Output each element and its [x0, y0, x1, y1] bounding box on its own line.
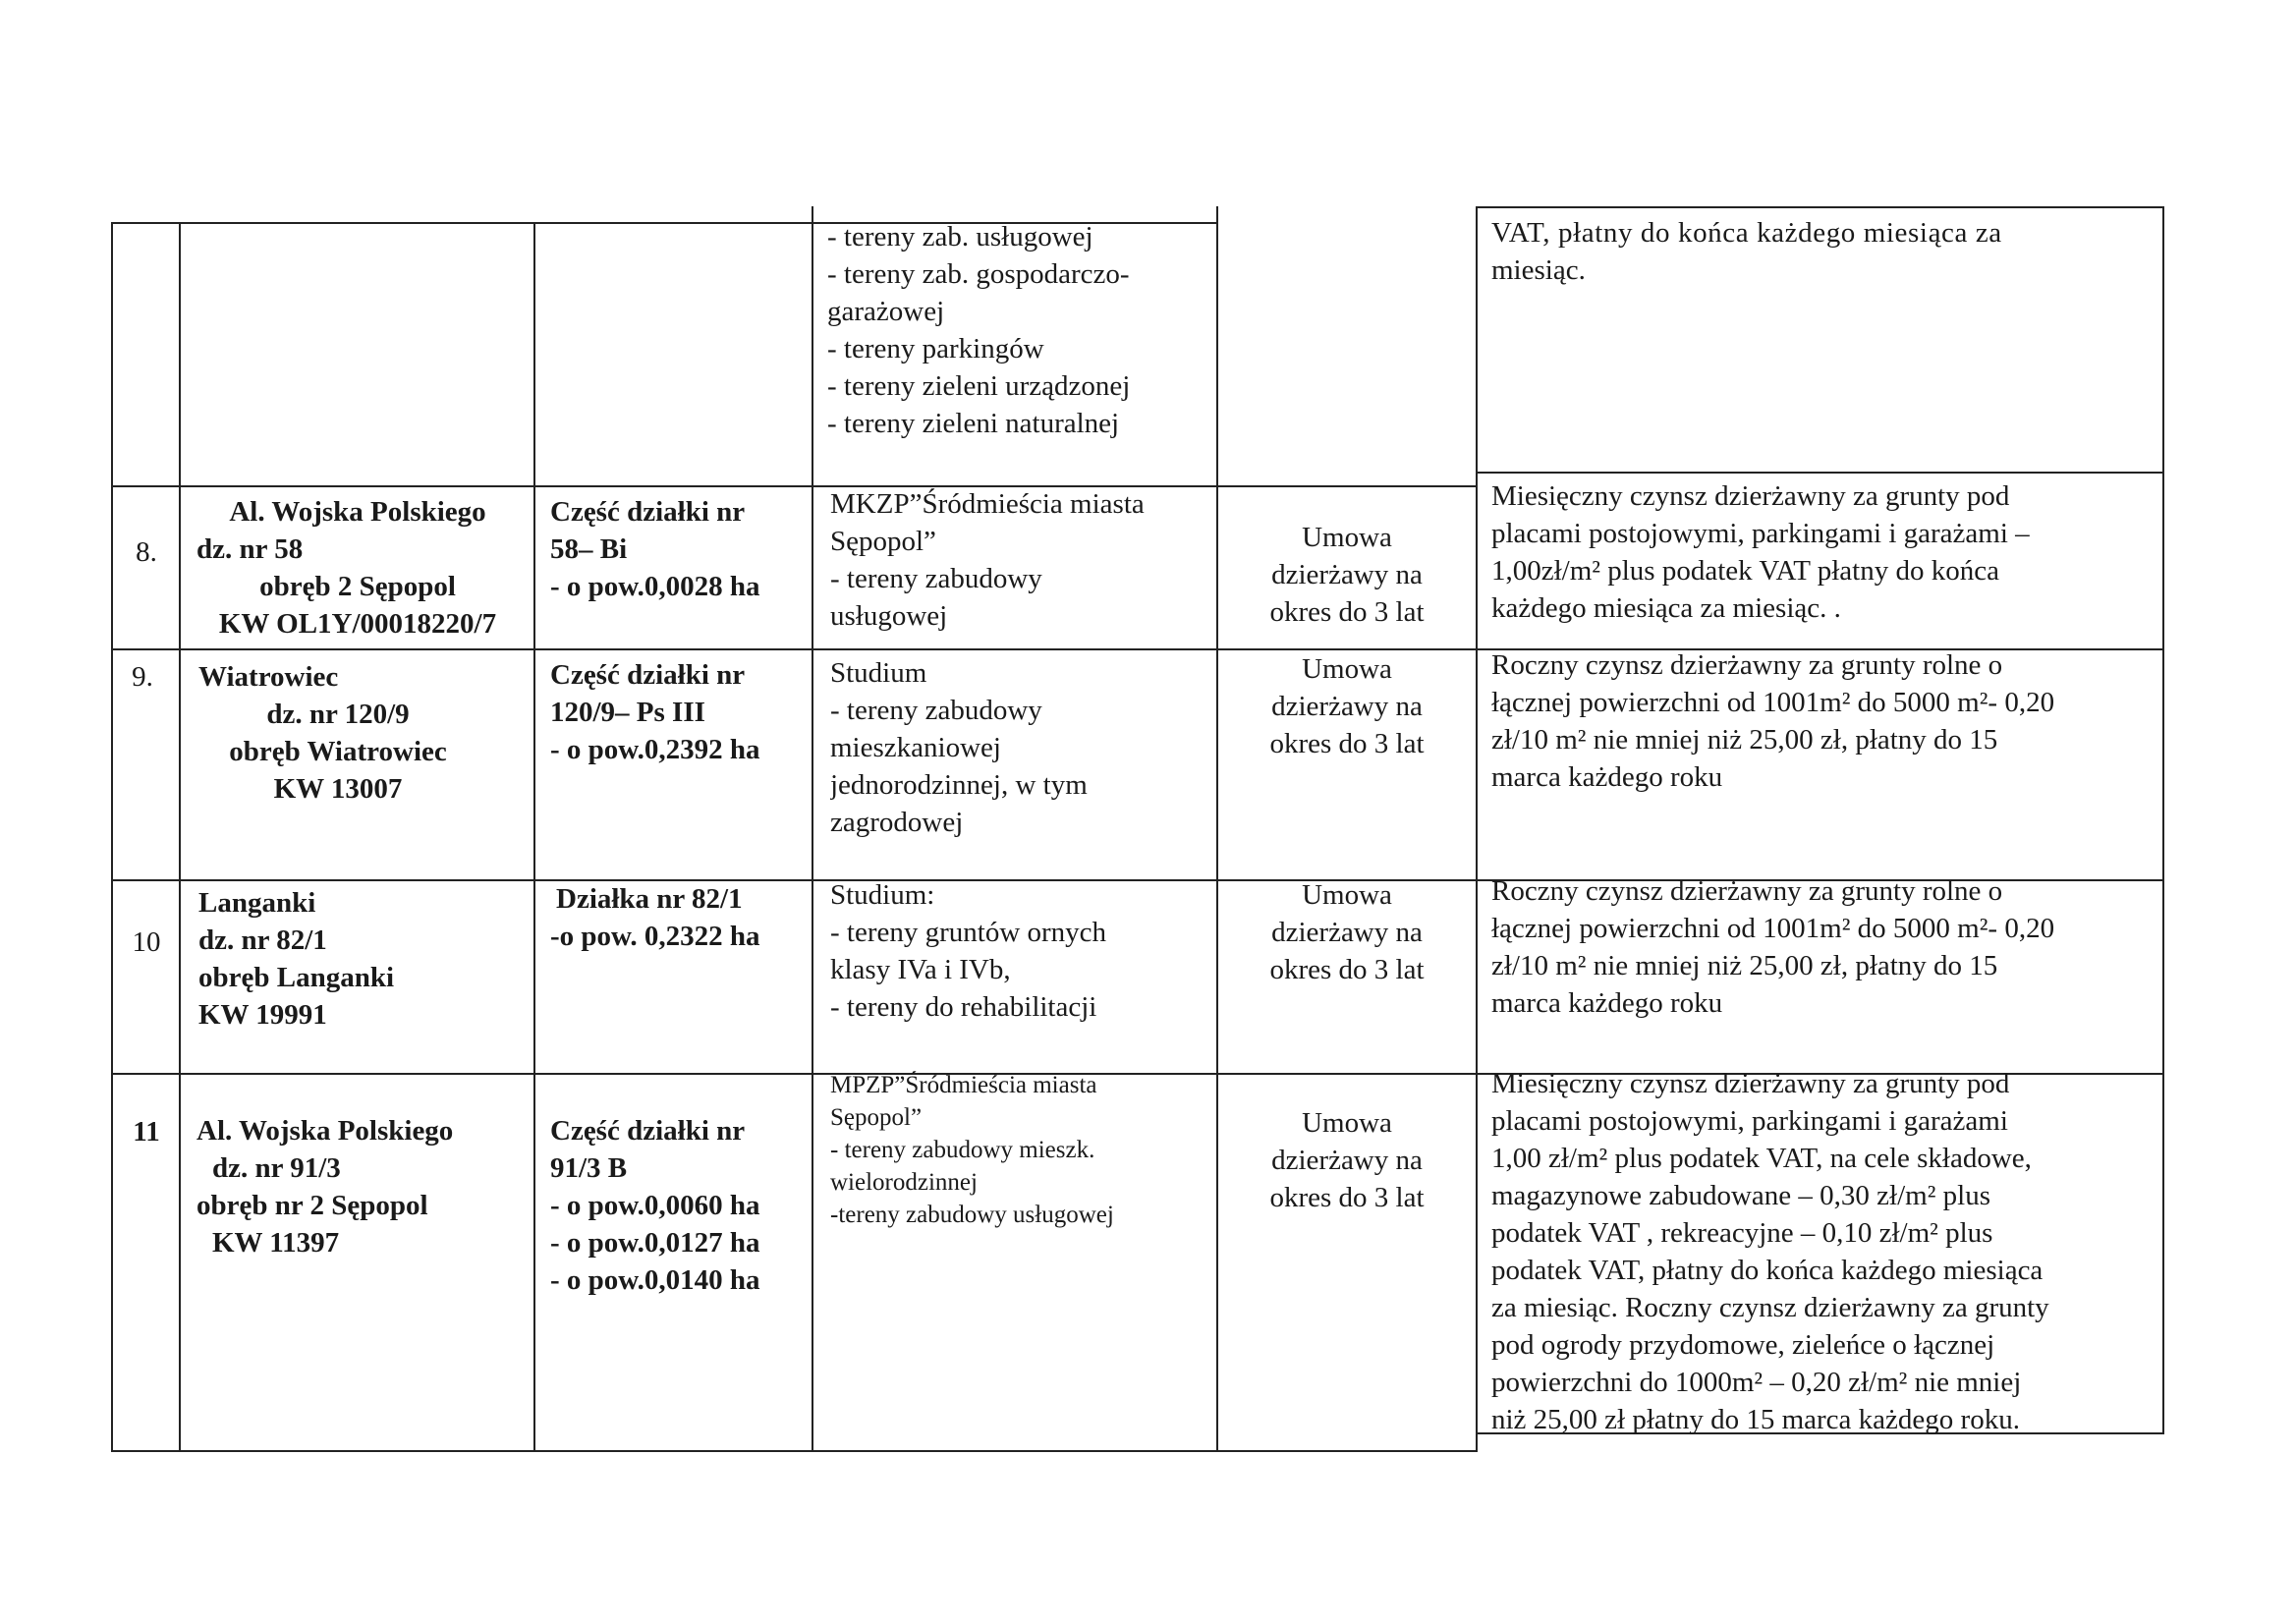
- row0-plan-line: garażowej: [827, 296, 945, 327]
- row10-location-cell: [198, 884, 523, 1034]
- row11-parcel-line: - o pow.0,0060 ha: [550, 1190, 760, 1221]
- row11-form-line: Umowa: [1302, 1107, 1392, 1139]
- row9-plan-cell: [830, 654, 1213, 841]
- row9-rent-line: marca każdego roku: [1491, 761, 1723, 793]
- row11-rent-line: podatek VAT , rekreacyjne – 0,10 zł/m² plus: [1491, 1217, 1993, 1249]
- table-border-top-right: [1476, 206, 2164, 208]
- row0-plan-cell: [827, 218, 1210, 442]
- row10-form-line: Umowa: [1302, 879, 1392, 911]
- row11-plan-cell: [830, 1069, 1213, 1231]
- row0-rent-cell: [1491, 214, 2152, 289]
- row10-location-line: Langanki: [198, 887, 316, 919]
- row10-plan-line: - tereny gruntów ornych: [830, 917, 1107, 948]
- row10-plan-cell: [830, 876, 1213, 1026]
- row11-plan-line: Sępopol”: [830, 1104, 923, 1131]
- row8-location-line: dz. nr 58: [196, 533, 304, 565]
- row11-plan-line: - tereny zabudowy mieszk.: [830, 1137, 1095, 1163]
- row11-parcel-line: - o pow.0,0127 ha: [550, 1227, 760, 1259]
- row10-parcel-cell: [550, 880, 808, 955]
- col-border-left: [111, 222, 113, 1452]
- row11-rent-line: magazynowe zabudowane – 0,30 zł/m² plus: [1491, 1180, 1990, 1211]
- row11-form-line: okres do 3 lat: [1269, 1182, 1425, 1213]
- col-border-2: [533, 222, 535, 1452]
- row10-plan-line: klasy IVa i IVb,: [830, 954, 1011, 985]
- row9-parcel-cell: [550, 656, 808, 768]
- row9-form-cell: [1222, 650, 1472, 762]
- row11-location-cell: [196, 1112, 531, 1261]
- row9-parcel-line: - o pow.0,2392 ha: [550, 734, 760, 765]
- row8-form-line: Umowa: [1302, 522, 1392, 553]
- row11-form-line: dzierżawy na: [1271, 1145, 1423, 1176]
- row11-plan-line: MPZP”Śródmieścia miasta: [830, 1072, 1097, 1098]
- row0-rent-line: miesiąc.: [1491, 254, 1586, 286]
- row8-form-cell: [1222, 519, 1472, 631]
- row9-form-line: dzierżawy na: [1271, 691, 1423, 722]
- row11-location-line: dz. nr 91/3: [212, 1152, 341, 1184]
- row8-plan-cell: [830, 485, 1213, 635]
- row9-form-line: okres do 3 lat: [1269, 728, 1425, 759]
- row11-rent-line: placami postojowymi, parkingami i garażami: [1491, 1105, 2008, 1137]
- row11-location-line: obręb nr 2 Sępopol: [196, 1190, 428, 1221]
- row8-location-line: obręb 2 Sępopol: [259, 571, 456, 602]
- row8-parcel-line: Część działki nr: [550, 496, 746, 528]
- row11-rent-line: powierzchni do 1000m² – 0,20 zł/m² nie mniej: [1491, 1367, 2022, 1398]
- row10-location-line: KW 19991: [198, 999, 327, 1031]
- row8-rent-line: 1,00zł/m² plus podatek VAT płatny do końca: [1491, 555, 1999, 587]
- row9-form-line: Umowa: [1302, 653, 1392, 685]
- row8-location-line: KW OL1Y/00018220/7: [218, 608, 497, 640]
- row8-rent-cell: [1491, 477, 2152, 627]
- row9-rent-line: łącznej powierzchni od 1001m² do 5000 m²- 0,20: [1491, 687, 2055, 718]
- row10-rent-line: łącznej powierzchni od 1001m² do 5000 m²- 0,20: [1491, 913, 2055, 944]
- row10-plan-line: Studium:: [830, 879, 935, 911]
- row9-parcel-line: 120/9– Ps III: [550, 697, 705, 728]
- row8-parcel-line: - o pow.0,0028 ha: [550, 571, 760, 602]
- row9-plan-line: Studium: [830, 657, 927, 689]
- row0-plan-line: - tereny zieleni urządzonej: [827, 370, 1131, 402]
- row8-plan-line: MKZP”Śródmieścia miasta: [830, 488, 1145, 520]
- row9-plan-line: - tereny zabudowy: [830, 695, 1042, 726]
- row11-plan-line: -tereny zabudowy usługowej: [830, 1202, 1114, 1228]
- row10-rent-line: Roczny czynsz dzierżawny za grunty rolne o: [1491, 875, 2003, 907]
- row10-parcel-line: Działka nr 82/1: [556, 883, 743, 915]
- row0-plan-line: - tereny parkingów: [827, 333, 1044, 364]
- row8-plan-line: Sępopol”: [830, 526, 936, 557]
- row10-form-line: okres do 3 lat: [1269, 954, 1425, 985]
- row9-plan-line: zagrodowej: [830, 807, 964, 838]
- row8-location-line: Al. Wojska Polskiego: [229, 496, 486, 528]
- row11-parcel-cell: [550, 1112, 808, 1299]
- row11-rent-cell: [1491, 1065, 2152, 1438]
- col-border-4: [1216, 206, 1218, 1452]
- row9-rent-line: Roczny czynsz dzierżawny za grunty rolne o: [1491, 649, 2003, 681]
- row8-lp: 8.: [136, 536, 157, 568]
- row8-location-cell: [183, 493, 532, 643]
- row11-plan-line: wielorodzinnej: [830, 1169, 978, 1196]
- row8-plan-line: usługowej: [830, 600, 948, 632]
- col-border-5: [1476, 206, 1478, 1452]
- col-border-1: [179, 222, 181, 1452]
- row10-lp: 10: [132, 926, 161, 958]
- row9-location-line: obręb Wiatrowiec: [229, 736, 447, 767]
- row10-rent-cell: [1491, 872, 2152, 1022]
- row0-plan-line: - tereny zab. gospodarczo-: [827, 258, 1130, 290]
- row11-parcel-line: - o pow.0,0140 ha: [550, 1264, 760, 1296]
- row11-lp: 11: [133, 1116, 160, 1148]
- row0-plan-line: - tereny zieleni naturalnej: [827, 408, 1120, 439]
- row9-rent-line: zł/10 m² nie mniej niż 25,00 zł, płatny do 15: [1491, 724, 1998, 756]
- row11-rent-line: niż 25,00 zł płatny do 15 marca każdego roku.: [1491, 1404, 2020, 1435]
- row10-form-cell: [1222, 876, 1472, 988]
- row-separator-1-right: [1476, 472, 2164, 474]
- table-border-bottom-left: [111, 1450, 1477, 1452]
- row10-form-line: dzierżawy na: [1271, 917, 1423, 948]
- row9-plan-line: jednorodzinnej, w tym: [830, 769, 1088, 801]
- row9-lp: 9.: [132, 661, 153, 693]
- row10-location-line: obręb Langanki: [198, 962, 395, 993]
- row11-rent-line: Miesięczny czynsz dzierżawny za grunty pod: [1491, 1068, 2010, 1099]
- row8-parcel-cell: [550, 493, 808, 605]
- row9-plan-line: mieszkaniowej: [830, 732, 1001, 763]
- row11-location-line: KW 11397: [212, 1227, 340, 1259]
- row0-rent-line: VAT, płatny do końca każdego miesiąca za: [1491, 217, 2002, 249]
- row9-location-line: KW 13007: [273, 773, 403, 805]
- row11-rent-line: za miesiąc. Roczny czynsz dzierżawny za grunty: [1491, 1292, 2049, 1323]
- row10-plan-line: - tereny do rehabilitacji: [830, 991, 1097, 1023]
- row11-rent-line: 1,00 zł/m² plus podatek VAT, na cele składowe,: [1491, 1143, 2032, 1174]
- row8-rent-line: każdego miesiąca za miesiąc. .: [1491, 592, 1841, 624]
- row11-parcel-line: 91/3 B: [550, 1152, 628, 1184]
- row8-plan-line: - tereny zabudowy: [830, 563, 1042, 594]
- row8-rent-line: placami postojowymi, parkingami i garażami –: [1491, 518, 2030, 549]
- col-border-3: [812, 206, 813, 1452]
- row8-parcel-line: 58– Bi: [550, 533, 628, 565]
- row8-form-line: okres do 3 lat: [1269, 596, 1425, 628]
- row10-rent-line: marca każdego roku: [1491, 987, 1723, 1019]
- col-border-right: [2162, 206, 2164, 1434]
- row10-location-line: dz. nr 82/1: [198, 924, 327, 956]
- row9-location-line: Wiatrowiec: [198, 661, 339, 693]
- row10-rent-line: zł/10 m² nie mniej niż 25,00 zł, płatny do 15: [1491, 950, 1998, 981]
- row10-parcel-line: -o pow. 0,2322 ha: [550, 921, 760, 952]
- row8-form-line: dzierżawy na: [1271, 559, 1423, 590]
- row11-location-line: Al. Wojska Polskiego: [196, 1115, 454, 1147]
- row8-rent-line: Miesięczny czynsz dzierżawny za grunty pod: [1491, 480, 2010, 512]
- row-separator-1-left: [111, 485, 1477, 487]
- row9-rent-cell: [1491, 646, 2152, 796]
- row11-rent-line: pod ogrody przydomowe, zieleńce o łącznej: [1491, 1329, 1995, 1361]
- row11-rent-line: podatek VAT, płatny do końca każdego miesiąca: [1491, 1255, 2044, 1286]
- row9-location-cell: [183, 658, 493, 808]
- row11-parcel-line: Część działki nr: [550, 1115, 746, 1147]
- row0-plan-line: - tereny zab. usługowej: [827, 221, 1093, 252]
- row11-form-cell: [1222, 1104, 1472, 1216]
- row9-location-line: dz. nr 120/9: [266, 699, 410, 730]
- row9-parcel-line: Część działki nr: [550, 659, 746, 691]
